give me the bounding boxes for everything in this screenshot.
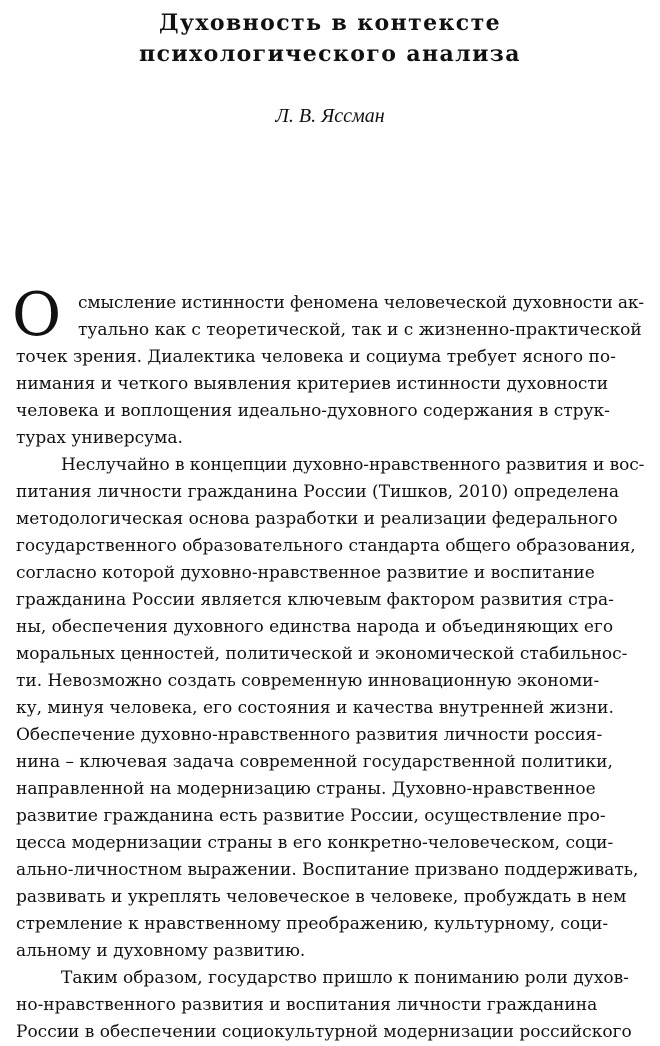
text-line: ку, минуя человека, его состояния и качества внутренней жизни. xyxy=(16,698,614,718)
text-line: Таким образом, государство пришло к пониманию роли духов- xyxy=(61,968,629,988)
text-line: направленной на модернизацию страны. Духовно-нравственное xyxy=(16,779,596,799)
text-line: стремление к нравственному преображению, культурному, соци- xyxy=(16,914,609,934)
text-line: ально-личностном выражении. Воспитание призвано поддерживать, xyxy=(16,860,639,880)
text-line: развивать и укреплять человеческое в человеке, пробуждать в нем xyxy=(16,887,627,907)
title-line-2: психологического анализа xyxy=(139,41,521,67)
text-line: России в обеспечении социокультурной модернизации российского xyxy=(16,1022,632,1042)
text-line: альному и духовному развитию. xyxy=(16,941,306,961)
text-line: но-нравственного развития и воспитания личности гражданина xyxy=(16,995,598,1015)
text-line: смысление истинности феномена человеческой духовности ак- xyxy=(78,293,644,313)
text-line: нина – ключевая задача современной государственной политики, xyxy=(16,752,613,772)
text-line: Обеспечение духовно-нравственного развития личности россия- xyxy=(16,725,603,745)
article-title xyxy=(0,8,660,70)
text-line: точек зрения. Диалектика человека и социума требует ясного по- xyxy=(16,347,616,367)
text-line: турах универсума. xyxy=(16,428,183,448)
text-line: Неслучайно в концепции духовно-нравственного развития и вос- xyxy=(61,455,645,475)
text-line: развитие гражданина есть развитие России, осуществление про- xyxy=(16,806,606,826)
text-line: гражданина России является ключевым фактором развития стра- xyxy=(16,590,614,610)
author-name: Л. В. Яссман xyxy=(275,105,385,127)
text-line: государственного образовательного стандарта общего образования, xyxy=(16,536,636,556)
drop-cap: О xyxy=(12,280,62,350)
text-line: питания личности гражданина России (Тишков, 2010) определена xyxy=(16,482,620,502)
text-line: нимания и четкого выявления критериев истинности духовности xyxy=(16,374,609,394)
text-line: ти. Невозможно создать современную инновационную экономи- xyxy=(16,671,600,691)
text-line: цесса модернизации страны в его конкретно-человеческом, соци- xyxy=(16,833,614,853)
text-line: ны, обеспечения духовного единства народа и объединяющих его xyxy=(16,617,614,637)
text-line: согласно которой духовно-нравственное развитие и воспитание xyxy=(16,563,595,583)
text-line: туально как с теоретической, так и с жизненно-практической xyxy=(78,320,642,340)
text-line: моральных ценностей, политической и экономической стабильнос- xyxy=(16,644,628,664)
text-line: методологическая основа разработки и реализации федерального xyxy=(16,509,618,529)
title-line-1: Духовность в контексте xyxy=(158,10,502,36)
text-line: человека и воплощения идеально-духовного содержания в струк- xyxy=(16,401,610,421)
